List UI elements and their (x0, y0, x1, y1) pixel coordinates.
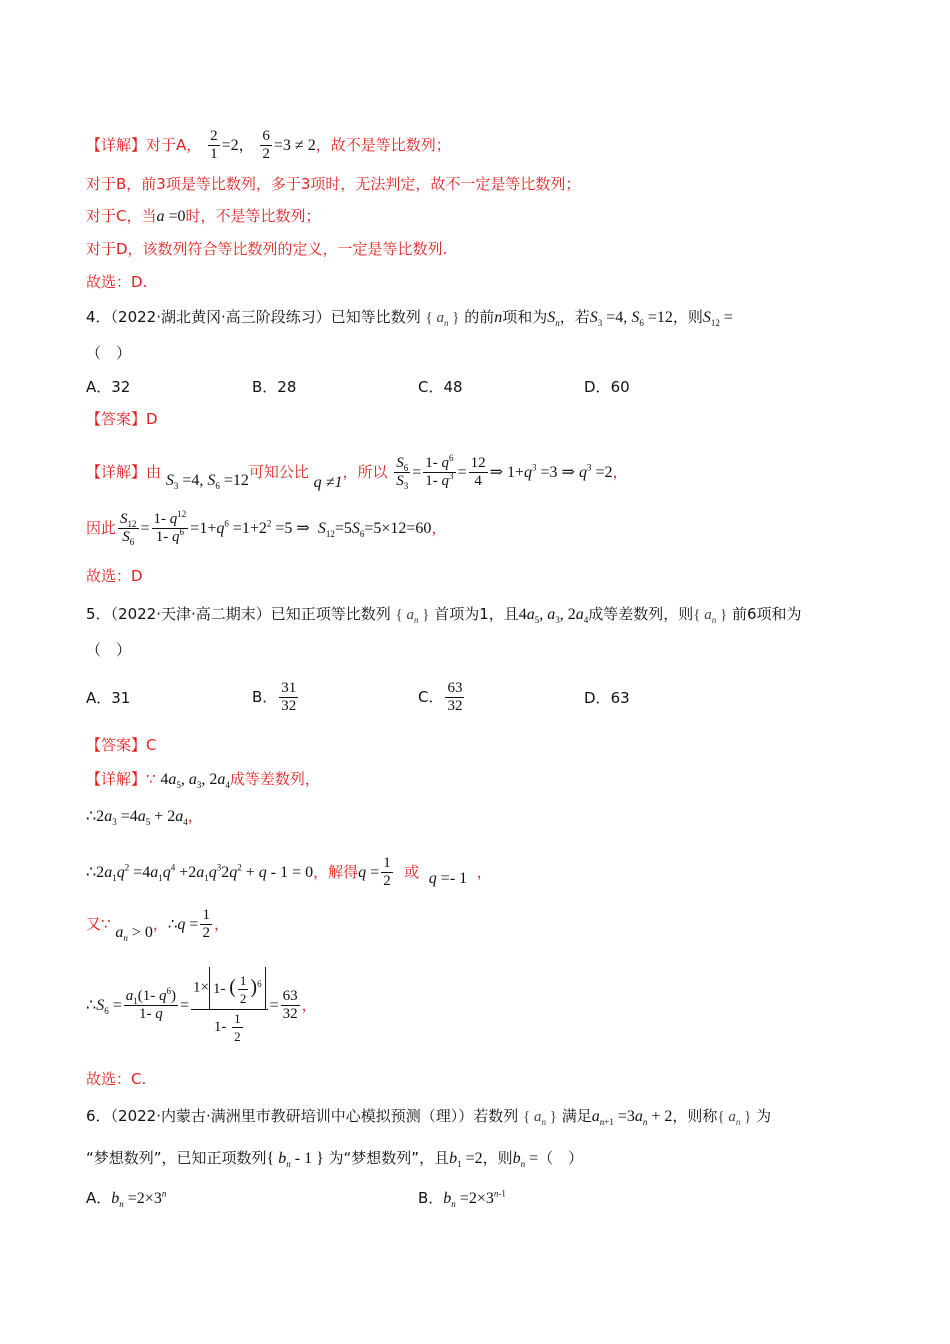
answer-value: C (146, 736, 157, 754)
fraction-s6-s3: $\frac{S_6}{S_3}$ (396, 455, 409, 491)
q6-option-b[interactable]: B．$b_n =2\times 3^{n-1}$ (418, 1188, 506, 1210)
detail-solve: ，解得 (313, 863, 359, 881)
detail-so: ，所以 (342, 463, 388, 481)
fraction-1-2-b: $\frac{1}{2}$ (202, 907, 210, 941)
option-label: A． (86, 378, 112, 396)
option-value: 32 (111, 378, 131, 396)
option-value: 48 (443, 378, 463, 396)
fraction-sum-values: 1× 1- ( $\frac{1}{2}$ )$^6$ 1- $\frac{1}{2}$ (191, 967, 268, 1045)
q4-detail-1: 【详解】由 $S_3 =4$, $S_6 =12$可知公比 q ≠1，所以 $\frac{S_6}{S_3}$ = $\frac{1- q^6}{1- q^3}$ = $\frac{12}{4}$ ⇒ $1+q^3 =3$ ⇒ $q^3 =2$， (86, 453, 628, 492)
question-6-as: 为 (756, 1107, 772, 1125)
question-6-source: （2022·内蒙古·满洲里市教研培训中心模拟预测（理））若数列 (110, 1107, 519, 1125)
option-label: C． (418, 688, 444, 706)
fraction-q6-q3: $\frac{1- q^6}{1- q^3}$ (425, 453, 454, 489)
q4-option-d[interactable] (584, 377, 630, 397)
detail-line-c: 对于C，当a =0时，不是等比数列； (86, 207, 321, 225)
q5-detail-3: $\therefore 2a_1q^2 =4a_1q^4 +2a_1q^32q^2 + q - 1 = 0$，解得q = $\frac{1}{2}$ 或 q =- 1 ， (86, 855, 492, 889)
detail-label: 【详解】 (86, 463, 147, 481)
question-6-number: 6． (86, 1107, 111, 1125)
answer-label: 【答案】 (86, 736, 147, 754)
fraction-q12-q6: $\frac{1- q^{12}}{1- q^6}$ (153, 509, 187, 545)
detail-arith: 成等差数列， (229, 770, 320, 788)
q4-detail-2: 因此 $\frac{S_{12}}{S_6}$ = $\frac{1- q^{12}}{1- q^6}$ $=1+q^6 =1+2^2 =5$ ⇒ $S_{12}=5S_6=5\times 12=60$， (86, 509, 447, 547)
question-4-source: （2022·湖北黄冈·高三阶段练习）已知等比数列 (110, 308, 421, 326)
question-6-stem-2: “梦想数列”，已知正项数列{ $b_n - 1$ } 为“梦想数列”，且$b_1 =2$，则$b_n$ =（ ） (86, 1149, 584, 1170)
detail-hence: 因此 (86, 519, 117, 537)
q5-option-b[interactable] (252, 674, 300, 720)
question-4-number: 4． (86, 308, 111, 326)
detail-or: 或 (404, 863, 420, 881)
detail-a-suffix: ，故不是等比数列； (315, 136, 451, 154)
option-value: 31 (111, 689, 131, 707)
answer-value: D (146, 410, 158, 428)
question-6-stem: 6．（2022·内蒙古·满洲里市教研培训中心模拟预测（理））若数列 { $a_n$ } 满足$a_{n+1} =3a_n + 2$，则称{ $a_n$ } 为 (86, 1107, 772, 1128)
fraction-sum-formula: $\frac{a_1(1- q^6)}{1- q}$ (125, 986, 176, 1022)
detail-know: 可知公比 (248, 463, 309, 481)
question-5-source: （2022·天津·高二期末）已知正项等比数列 (110, 605, 391, 623)
because-symbol: ∵ (146, 770, 156, 788)
fraction-63-32: $\frac{63}{32}$ (447, 680, 463, 714)
option-label: D． (584, 378, 611, 396)
q4-option-c[interactable] (418, 377, 463, 397)
question-5-first-term: 首项为1，且 (434, 605, 519, 623)
question-6-dream: “梦想数列”，已知正项数列 (86, 1149, 267, 1167)
q4-choice: 故选：D (86, 567, 143, 585)
fraction-s12-s6: $\frac{S_{12}}{S_6}$ (120, 511, 137, 547)
detail-c-suffix: 时，不是等比数列； (185, 207, 321, 225)
option-label: A． (86, 689, 112, 707)
detail-line-d: 对于D，该数列符合等比数列的定义，一定是等比数列. (86, 240, 448, 258)
question-4-paren: （ ） (86, 344, 132, 362)
q4-option-b[interactable] (252, 377, 296, 397)
option-label: D． (584, 689, 611, 707)
detail-line-a: 【详解】对于A， $\frac{2}{1}$ =2， $\frac{6}{2}$ =3 ≠ 2，故不是等比数列； (86, 128, 451, 162)
q4-option-a[interactable] (86, 377, 130, 397)
question-5-paren: （ ） (86, 641, 132, 659)
option-label: B． (418, 1189, 444, 1207)
question-6-satisfy: 满足 (561, 1107, 592, 1125)
option-value: 60 (610, 378, 630, 396)
choice-prev: 故选：D. (86, 273, 148, 291)
question-5-stem: 5．（2022·天津·高二期末）已知正项等比数列 { $a_n$ } 首项为1，且$4a_5$, $a_3$, $2a_4$成等差数列，则{ $a_n$ } 前6项和为 (86, 605, 802, 626)
fraction-31-32: $\frac{31}{32}$ (281, 680, 297, 714)
option-label: B． (252, 688, 278, 706)
question-4-text2: 项和为 (502, 308, 548, 326)
question-4-if: ，若 (559, 308, 590, 326)
q5-detail-4: 又∵ $a_n > 0$，∴q = $\frac{1}{2}$ ， (86, 907, 229, 944)
question-6-call: ，则称 (672, 1107, 718, 1125)
detail-label: 【详解】 (86, 136, 147, 154)
fraction-63-32-result: $\frac{63}{32}$ (282, 988, 298, 1022)
q5-choice: 故选：C. (86, 1070, 147, 1088)
question-5-sum6: 前6项和为 (731, 605, 802, 623)
fraction-2-1: $\frac{2}{1}$ (210, 128, 218, 162)
q6-option-a[interactable]: A．$b_n =2\times 3^n$ (86, 1188, 167, 1210)
q5-detail-1: 【详解】∵ $4a_5$, $a_3$, $2a_4$成等差数列， (86, 770, 320, 791)
q5-option-c[interactable] (418, 674, 466, 720)
q5-option-d[interactable] (584, 688, 630, 708)
fraction-12-4: $\frac{12}{4}$ (470, 455, 486, 489)
question-6-dream2: 为“梦想数列”，且 (328, 1149, 450, 1167)
detail-a-prefix: 对于A， (146, 136, 202, 154)
question-4-stem: 4．（2022·湖北黄冈·高三阶段练习）已知等比数列 { $a_n$ } 的前n项和为$S_n$，若$S_3 =4$, $S_6 =12$，则$S_{12}$ = (86, 308, 733, 329)
answer-label: 【答案】 (86, 410, 147, 428)
question-5-arith: 成等差数列，则 (588, 605, 694, 623)
question-4-text: 的前 (464, 308, 495, 326)
question-6-paren: （ ） (538, 1149, 584, 1167)
option-label: C． (418, 378, 444, 396)
option-label: A． (86, 1189, 112, 1207)
fraction-6-2: $\frac{6}{2}$ (262, 128, 270, 162)
detail-line-b: 对于B，前3项是等比数列，多于3项时，无法判定，故不一定是等比数列； (86, 175, 581, 193)
q5-detail-2: $\therefore 2a_3 =4a_5 + 2a_4$， (86, 807, 203, 828)
detail-by: 由 (146, 463, 162, 481)
detail-label: 【详解】 (86, 770, 147, 788)
option-label: B． (252, 378, 278, 396)
q5-option-a[interactable] (86, 688, 130, 708)
q5-answer (86, 735, 157, 755)
detail-also: 又∵ (86, 915, 111, 933)
q4-answer (86, 409, 158, 429)
question-6-then: ，则 (482, 1149, 513, 1167)
question-4-then: ，则 (672, 308, 703, 326)
q5-detail-5: $\therefore S_6$ = $\frac{a_1(1- q^6)}{1- q}$ = 1× 1- ( $\frac{1}{2}$ )$^6$ 1- $\frac{1}{2}$ = $\frac{63}{32}$ ， (86, 960, 317, 1051)
option-value: 63 (610, 689, 630, 707)
option-value: 28 (277, 378, 297, 396)
detail-c-prefix: 对于C，当 (86, 207, 157, 225)
question-5-number: 5． (86, 605, 111, 623)
fraction-1-2: $\frac{1}{2}$ (383, 855, 391, 889)
